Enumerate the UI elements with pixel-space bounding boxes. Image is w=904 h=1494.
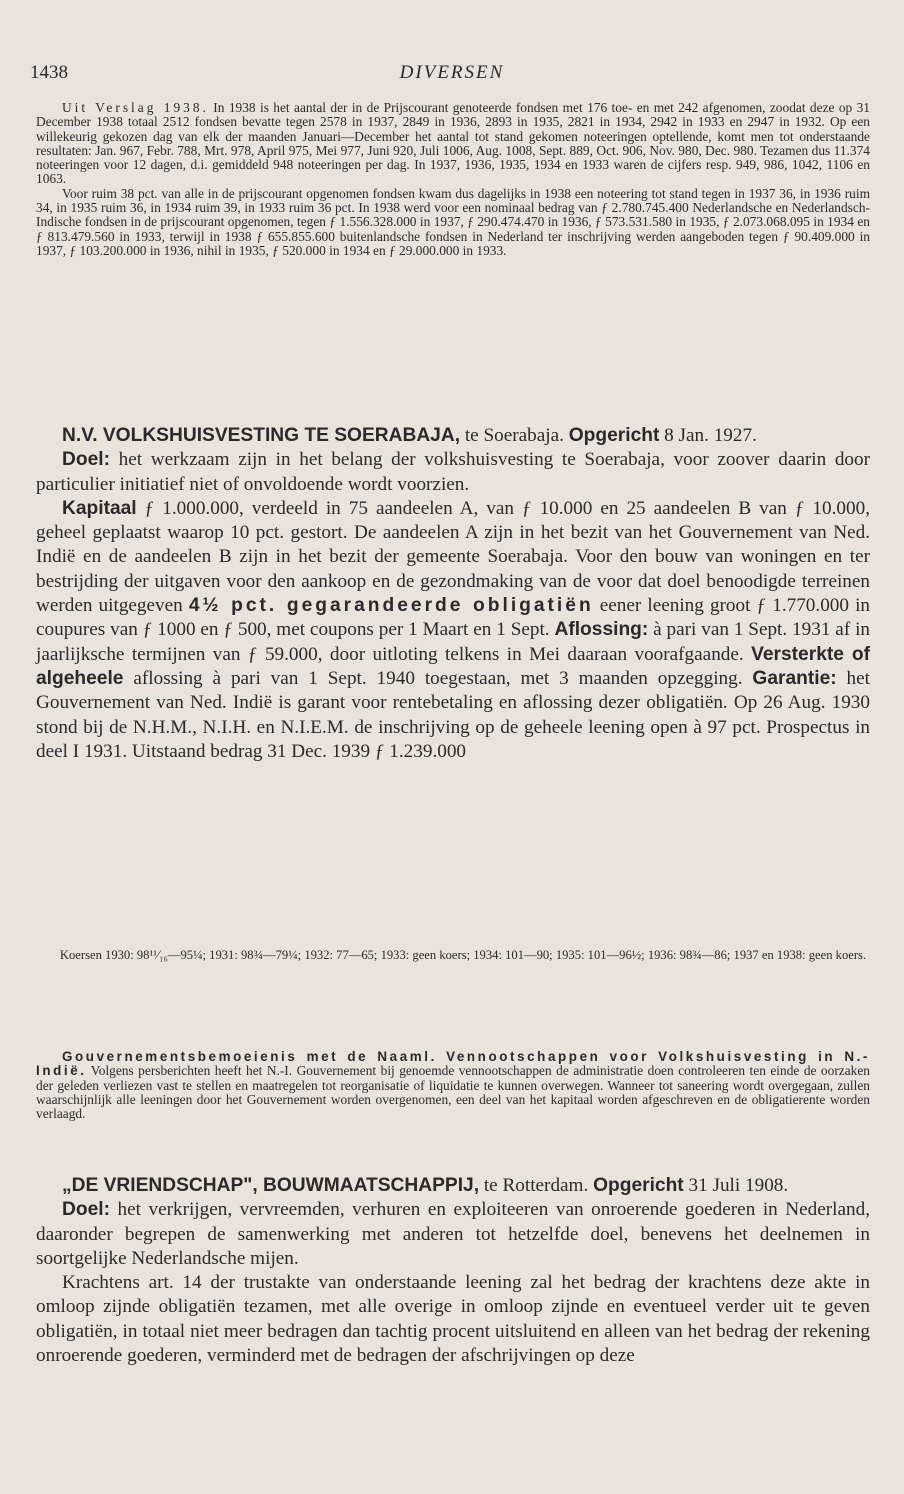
company-place: te Rotterdam. bbox=[479, 1175, 594, 1196]
kapitaal-text-2: eener leening groot ƒ 1.770.000 in coupures van ƒ 1000 en ƒ 500, met coupons per 1 Maart en 1 Sept. bbox=[36, 595, 870, 641]
aflossing-label: Aflossing: bbox=[554, 619, 649, 641]
garantie-label: Garantie: bbox=[752, 667, 837, 689]
verslag-paragraph-1 bbox=[36, 101, 870, 187]
opgericht-label: Opgericht bbox=[568, 425, 660, 446]
note-lead: Gouvernementsbemoeienis met de Naaml. Vennootschappen voor Volkshuisvesting in N.-Indië. bbox=[36, 1049, 870, 1079]
doel-paragraph bbox=[36, 448, 870, 497]
note-text: Volgens persberichten heeft het N.-I. Gouvernement bij genoemde vennootschappen de administratie doen controleeren ten einde de oorzaken der geleden verliezen vast te stellen en maatregelen tot reorganisatie of liquidatie te kunnen overwegen. Wanneer tot saneering wordt overgegaan, zullen waarschijnlijk alle leeningen door het Gouvernement worden overgenomen, een deel van het kapitaal worden afgeschreven en de obligatierente worden verlaagd. bbox=[36, 1063, 870, 1122]
doel-text: het verkrijgen, vervreemden, verhuren en exploiteeren van onroerende goederen in Nederland, daaronder begrepen de samenwerking met anderen tot hetzelfde doel, benevens het deelnemen in soortgelijke Nederlandsche mijen. bbox=[36, 1199, 870, 1269]
entry-heading bbox=[36, 1174, 870, 1198]
opgericht-label: Opgericht bbox=[593, 1175, 684, 1196]
verslag-section bbox=[36, 101, 870, 258]
kapitaal-paragraph bbox=[36, 497, 870, 764]
note-paragraph bbox=[36, 1050, 870, 1121]
volkshuisvesting-entry bbox=[36, 424, 870, 764]
verslag-paragraph-2: Voor ruim 38 pct. van alle in de prijscourant opgenomen fondsen kwam dus dagelijks in 1938 een noteering tot stand tegen in 1937 36, in 1936 ruim 34, in 1935 ruim 36, in 1934 ruim 39, in 1933 ruim 36 pct. In 1938 werd voor een nominaal bedrag van ƒ 2.780.745.400 Nederlandsche en Nederlandsch-Indische fondsen in de prijscourant opgenomen, tegen ƒ 1.556.328.000 in 1937, ƒ 290.474.470 in 1936, ƒ 573.531.580 in 1935, ƒ 2.073.068.095 in 1934 en ƒ 813.479.560 in 1933, terwijl in 1938 ƒ 655.855.600 buitenlandsche fondsen in Nederland ter inschrijving werden aangeboden tegen ƒ 90.409.000 in 1937, ƒ 103.200.000 in 1936, nihil in 1935, ƒ 520.000 in 1934 en ƒ 29.000.000 in 1933. bbox=[36, 185, 870, 258]
garantie-text: het Gouvernement van Ned. Indië is garant voor rentebetaling en aflossing dezer obligatiën. Op 26 Aug. 1930 stond bij de N.H.M., N.I.H. en N.I.E.M. de inschrijving op de geheele leening open à 97 pct. Prospectus in deel I 1931. Uitstaand bedrag 31 Dec. 1939 ƒ 1.239.000 bbox=[36, 667, 870, 762]
opgericht-date: 8 Jan. 1927. bbox=[659, 425, 757, 446]
versterkte-label: Versterkte of algeheele bbox=[36, 643, 870, 689]
gouvernement-note bbox=[36, 1050, 870, 1121]
krachtens-paragraph: Krachtens art. 14 der trustakte van onderstaande leening zal het bedrag der krachtens deze akte in omloop zijnde obligatiën tezamen, met alle overige in omloop zijnde en eventueel verder uit te geven obligatiën, in totaal niet meer bedragen dan tachtig procent uitsluitend en alleen van het bedrag der rekening onroerende goederen, verminderd met de bedragen der afschrijvingen op deze bbox=[36, 1272, 870, 1367]
page-number: 1438 bbox=[30, 62, 68, 83]
entry-heading bbox=[36, 424, 870, 448]
doel-label: Doel: bbox=[62, 449, 110, 471]
doel-paragraph bbox=[36, 1198, 870, 1271]
company-place: te Soerabaja. bbox=[460, 425, 569, 446]
verslag-lead: Uit Verslag 1938. bbox=[62, 100, 209, 115]
doel-text: het werkzaam zijn in het belang der volkshuisvesting te Soerabaja, voor zoover daarin door particulier initiatief niet of onvoldoende wordt voorzien. bbox=[36, 449, 870, 495]
obligatien-label: 4½ pct. gegarandeerde obligatiën bbox=[188, 595, 594, 617]
opgericht-date: 31 Juli 1908. bbox=[683, 1175, 789, 1196]
vriendschap-entry bbox=[36, 1174, 870, 1368]
versterkte-text: aflossing à pari van 1 Sept. 1940 toegestaan, met 3 maanden opzegging. bbox=[123, 667, 753, 689]
kapitaal-label: Kapitaal bbox=[62, 497, 137, 519]
company-name: N.V. VOLKSHUISVESTING TE SOERABAJA, bbox=[62, 425, 461, 446]
aflossing-text: à pari van 1 Sept. 1931 af in jaarlijksche termijnen van ƒ 59.000, door uitloting telkens in Mei daaraan voorafgaande. bbox=[36, 619, 870, 665]
doel-label: Doel: bbox=[62, 1199, 110, 1221]
kapitaal-text-1: ƒ 1.000.000, verdeeld in 75 aandeelen A, van ƒ 10.000 en 25 aandeelen B van ƒ 10.000, geheel geplaatst waarop 10 pct. gestort. De aandeelen A zijn in het bezit van het Gouvernement van Ned. Indië en de aandeelen B zijn in het bezit der gemeente Soerabaja. Voor den bouw van woningen en ter bestrijding der uitgaven voor den aankoop en de gezondmaking van de voor dat doel benoodigde terreinen werden uitgegeven bbox=[36, 497, 870, 617]
page-header bbox=[30, 62, 874, 88]
company-name: „DE VRIENDSCHAP", BOUWMAATSCHAPPIJ, bbox=[62, 1175, 480, 1196]
running-title: DIVERSEN bbox=[399, 62, 505, 83]
koersen-line: Koersen 1930: 98¹¹⁄₁₆—95¼; 1931: 98¾—79¼; 1932: 77—65; 1933: geen koers; 1934: 101—90; 1935: 101—96½; 1936: 98¾—86; 1937 en 1938: geen koers. bbox=[59, 948, 867, 962]
verslag-text-1: In 1938 is het aantal der in de Prijscourant genoteerde fondsen met 176 toe- en met 242 afgenomen, zoodat deze op 31 December 1938 totaal 2512 fondsen bevatte tegen 2578 in 1937, 2849 in 1936, 2893 in 1935, 2821 in 1934, 2942 in 1933 en 2947 in 1932. Op een willekeurig gekozen dag van elk der maanden Januari—December het aantal tot stand gekomen noteeringen optellende, komt men tot onderstaande resultaten: Jan. 967, Febr. 788, Mrt. 978, April 975, Mei 977, Juni 920, Juli 1006, Aug. 1008, Sept. 889, Oct. 906, Nov. 980, Dec. 980. Tezamen dus 11.374 noteeringen voor 12 dagen, d.i. gemiddeld 948 noteeringen per dag. In 1937, 1936, 1935, 1934 en 1933 waren de cijfers resp. 949, 986, 1042, 1106 en 1063. bbox=[36, 100, 870, 187]
